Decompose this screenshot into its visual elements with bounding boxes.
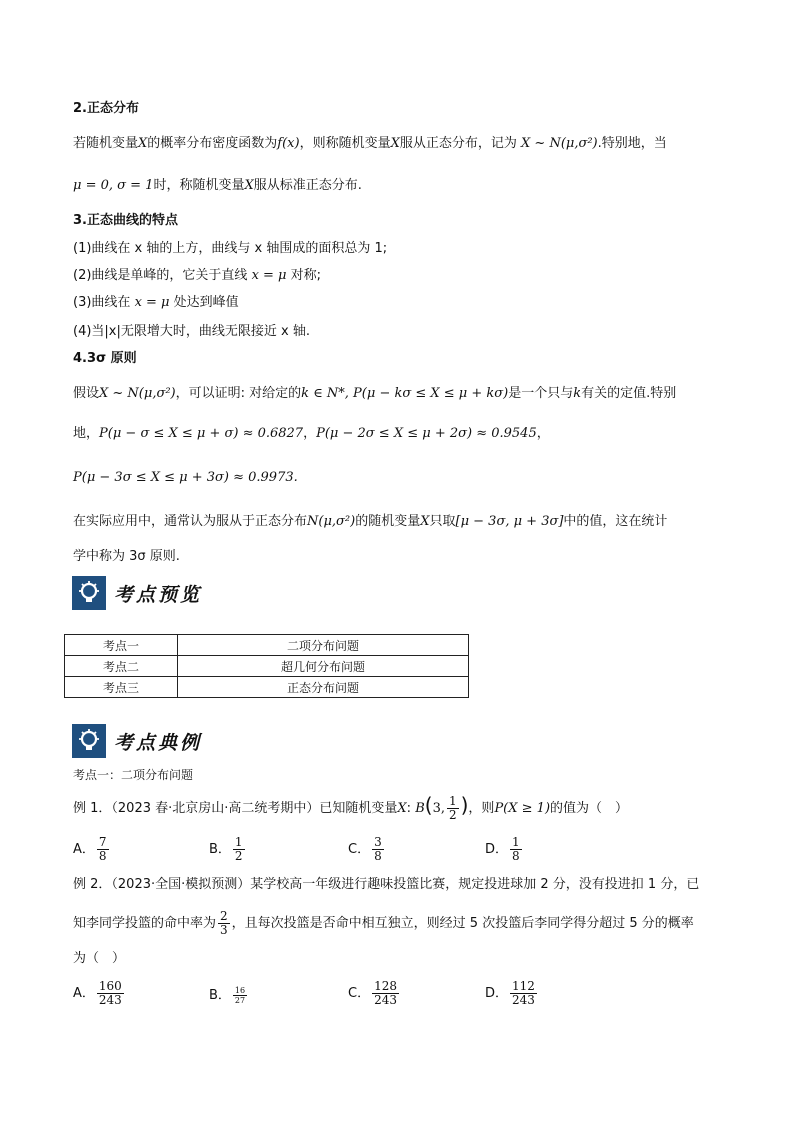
table-cell: 考点一 [65, 635, 178, 656]
table-cell: 二项分布问题 [178, 635, 469, 656]
example-2-line-2: 知李同学投篮的命中率为 $\frac{2}{3}$ ，且每次投篮是否命中相互独立，则经过 5 次投篮后李同学得分超过 5 分的概率 [73, 909, 694, 937]
table-row [65, 635, 469, 656]
three-sigma-line-5: 学中称为 3σ 原则. [73, 549, 180, 564]
example-2-option-b[interactable]: B． $\frac{16}{27}$ [209, 986, 246, 1005]
section-3-heading: 3.正态曲线的特点 [73, 213, 178, 228]
table-cell: 考点三 [65, 677, 178, 698]
three-sigma-line-2: 地，P(μ − σ ≤ X ≤ μ + σ) ≈ 0.6827，P(μ − 2σ ≤ X ≤ μ + 2σ) ≈ 0.9545， [73, 426, 550, 441]
example-1-question: 例 1．（2023 春·北京房山·高二统考期中）已知随机变量X: B(3, $\frac{1}{2}$ )，则P(X ≥ 1)的值为（ ） [73, 793, 629, 822]
table-row [65, 656, 469, 677]
formula-x-normal: X ~ N(μ,σ²) [521, 136, 598, 151]
example-2-line-3: 为（ ） [73, 951, 126, 966]
example-1-option-a[interactable]: A． $\frac{7}{8}$ [73, 835, 107, 863]
banner-kaodian-dianli [72, 724, 202, 758]
example-2-option-c[interactable]: C． $\frac{128}{243}$ [348, 979, 397, 1007]
banner-title: 考点典例 [114, 731, 203, 754]
section-2-heading: 2.正态分布 [73, 101, 139, 116]
example-1-option-c[interactable]: C． $\frac{3}{8}$ [348, 835, 382, 863]
curve-feature-2: (2)曲线是单峰的，它关于直线 x = μ 对称; [73, 268, 322, 283]
example-1-option-b[interactable]: B． $\frac{1}{2}$ [209, 835, 243, 863]
example-1-option-d[interactable]: D． $\frac{1}{8}$ [485, 835, 520, 863]
three-sigma-line-1: 假设X ~ N(μ,σ²)，可以证明: 对给定的k ∈ N*, P(μ − kσ ≤ X ≤ μ + kσ)是一个只与k有关的定值.特别 [73, 386, 677, 401]
formula-mu-sigma: μ = 0, σ = 1 [73, 178, 154, 193]
three-sigma-line-4: 在实际应用中，通常认为服从于正态分布N(μ,σ²)的随机变量X只取[μ − 3σ, μ + 3σ]中的值，这在统计 [73, 514, 668, 529]
banner-kaodian-yulan [72, 576, 202, 610]
curve-feature-4: (4)当|x|无限增大时，曲线无限接近 x 轴. [73, 324, 310, 339]
curve-feature-3: (3)曲线在 x = μ 处达到峰值 [73, 295, 239, 310]
paragraph-normal-distribution: 若随机变量X的概率分布密度函数为f(x)，则称随机变量X服从正态分布，记为 X ~ N(μ,σ²).特别地，当 [73, 136, 667, 151]
lightbulb-icon [72, 576, 106, 610]
section-4-heading: 4.3σ 原则 [73, 351, 137, 366]
table-cell: 正态分布问题 [178, 677, 469, 698]
kaodian-table [64, 634, 469, 698]
table-cell: 考点二 [65, 656, 178, 677]
three-sigma-line-3: P(μ − 3σ ≤ X ≤ μ + 3σ) ≈ 0.9973. [73, 470, 298, 485]
kaodian-1-label: 考点一：二项分布问题 [73, 768, 194, 782]
fraction-two-thirds: $\frac{2}{3}$ [220, 909, 228, 937]
example-2-line-1: 例 2．（2023·全国·模拟预测）某学校高一年级进行趣味投篮比赛，规定投进球加 2 分，没有投进扣 1 分，已 [73, 877, 700, 892]
table-cell: 超几何分布问题 [178, 656, 469, 677]
example-2-option-d[interactable]: D． $\frac{112}{243}$ [485, 979, 535, 1007]
paragraph-standard-normal: μ = 0, σ = 1时，称随机变量X服从标准正态分布. [73, 178, 362, 193]
banner-title: 考点预览 [114, 583, 203, 606]
example-2-option-a[interactable]: A． $\frac{160}{243}$ [73, 979, 122, 1007]
lightbulb-icon [72, 724, 106, 758]
curve-feature-1: (1)曲线在 x 轴的上方，曲线与 x 轴围成的面积总为 1; [73, 241, 388, 256]
fraction-one-half: $\frac{1}{2}$ [448, 794, 457, 822]
table-row [65, 677, 469, 698]
